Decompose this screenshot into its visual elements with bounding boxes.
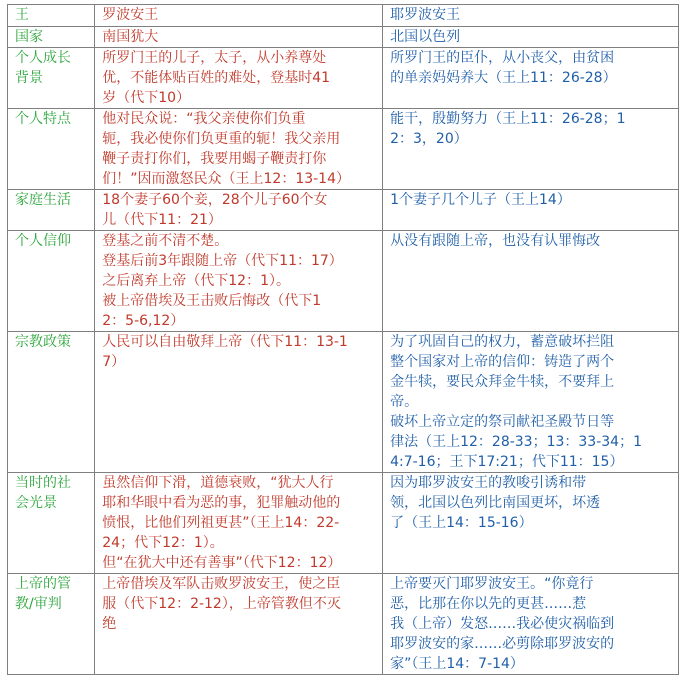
table-row (8, 48, 679, 109)
row-label: 家庭生活 (8, 190, 95, 231)
rehoboam-cell: 他对民众说：“我父亲使你们负重 轭，我必使你们负更重的轭！我父亲用 鞭子责打你们，我要用蝎子鞭责打你 们！”因而激怒民众（王上12：13-14） (95, 109, 383, 190)
table-row (8, 109, 679, 190)
row-label: 个人信仰 (8, 231, 95, 332)
jeroboam-cell: 能干，殷勤努力（王上11：26-28；1 2：3，20） (383, 109, 679, 190)
jeroboam-cell: 为了巩固自己的权力，蓄意破坏拦阻 整个国家对上帝的信仰：铸造了两个 金牛犊，要民众拜金牛犊，不要拜上 帝。 破坏上帝立定的祭司献祀圣殿节日等 律法（王上12：28-33；13：33-34；1 4:7-16；王下17:21；代下11：15） (383, 332, 679, 473)
rehoboam-cell: 虽然信仰下滑，道德衰败，“犹大人行 耶和华眼中看为恶的事，犯罪触动他的 愤恨，比他们列祖更甚”（王上14：22- 24；代下12：1）。 但“在犹大中还有善事”（代下12：12） (95, 473, 383, 574)
jeroboam-cell: 从没有跟随上帝，也没有认罪悔改 (383, 231, 679, 332)
rehoboam-cell: 18个妻子60个妾，28个儿子60个女 儿（代下11：21） (95, 190, 383, 231)
comparison-table (7, 4, 679, 675)
rehoboam-cell: 所罗门王的儿子，太子，从小养尊处 优，不能体贴百姓的难处，登基时41 岁（代下10） (95, 48, 383, 109)
header-rehoboam: 罗波安王 (95, 5, 383, 27)
table-row (8, 27, 679, 48)
row-label: 上帝的管 教/审判 (8, 574, 95, 675)
table-row (8, 332, 679, 473)
rehoboam-cell: 登基之前不清不楚。 登基后前3年跟随上帝（代下11：17） 之后离弃上帝（代下12：1）。 被上帝借埃及王击败后悔改（代下1 2：5-6,12） (95, 231, 383, 332)
rehoboam-cell: 上帝借埃及军队击败罗波安王，使之臣 服（代下12：2-12），上帝管教但不灭 绝 (95, 574, 383, 675)
table-row (8, 190, 679, 231)
table-header-row (8, 5, 679, 27)
jeroboam-cell: 北国以色列 (383, 27, 679, 48)
jeroboam-cell: 上帝要灭门耶罗波安王。“你竟行 恶，比那在你以先的更甚……惹 我（上帝）发怒……我必使灾祸临到 耶罗波安的家……必剪除耶罗波安的 家”（王上14：7-14） (383, 574, 679, 675)
jeroboam-cell: 因为耶罗波安王的教唆引诱和带 领，北国以色列比南国更坏，坏透 了（王上14：15-16） (383, 473, 679, 574)
table-row (8, 574, 679, 675)
row-label: 国家 (8, 27, 95, 48)
table-row (8, 473, 679, 574)
row-label: 个人成长 背景 (8, 48, 95, 109)
jeroboam-cell: 所罗门王的臣仆，从小丧父，由贫困 的单亲妈妈养大（王上11：26-28） (383, 48, 679, 109)
row-label: 个人特点 (8, 109, 95, 190)
rehoboam-cell: 人民可以自由敬拜上帝（代下11：13-1 7） (95, 332, 383, 473)
row-label: 宗教政策 (8, 332, 95, 473)
table-row (8, 231, 679, 332)
rehoboam-cell: 南国犹大 (95, 27, 383, 48)
header-king: 王 (8, 5, 95, 27)
row-label: 当时的社 会光景 (8, 473, 95, 574)
jeroboam-cell: 1个妻子几个儿子（王上14） (383, 190, 679, 231)
header-jeroboam: 耶罗波安王 (383, 5, 679, 27)
